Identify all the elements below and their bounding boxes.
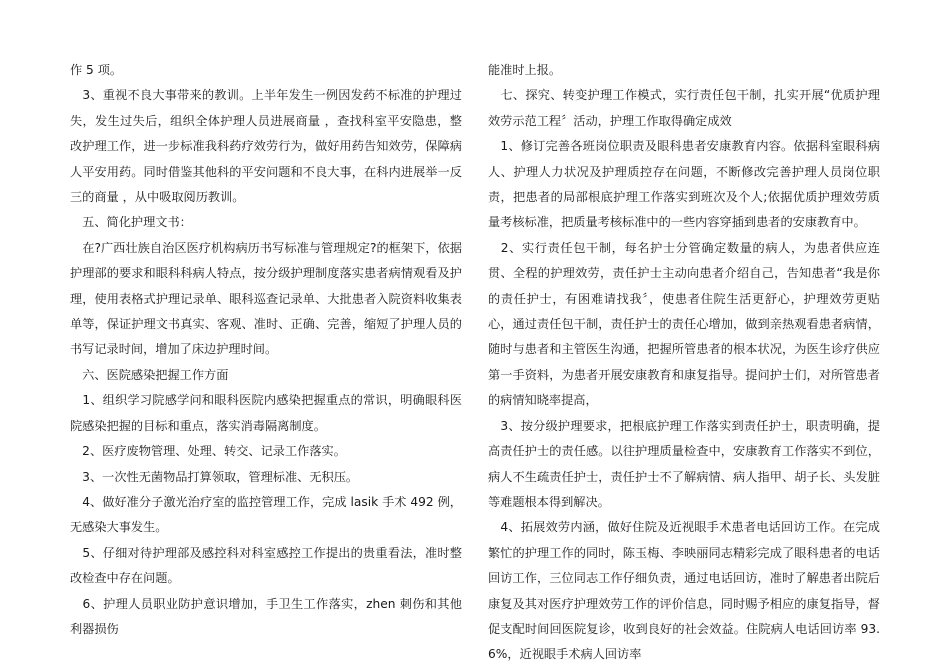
para-6-5: 5、仔细对待护理部及感控科对科室感控工作提出的贵重看法，准时整改检查中存在问题。 xyxy=(70,545,462,586)
para-7-4: 4、拓展效劳内涵，做好住院及近视眼手术患者电话回访工作。在完成繁忙的护理工作的同时，陈玉梅、李映丽同志精彩完成了眼科患者的电话回访工作，三位同志工作仔细负责，通过电话回访，准时了解患者出院后康复及其对医疗护理效劳工作的评价信息，同时赐予相应的康复指导，督促支配时间回医院复诊，收到良好的社会效益。住院病人电话回访率 93.6%，近视眼手术病人回访率 xyxy=(488,520,880,662)
right-column xyxy=(488,58,880,668)
heading-6-infection-control: 六、医院感染把握工作方面 xyxy=(70,367,229,382)
para-6-3: 3、一次性无菌物品打算领取，管理标准、无积压。 xyxy=(70,469,359,484)
heading-5-simplify-writing: 五、简化护理文书： xyxy=(70,215,192,230)
para-7-2: 2、实行责任包干制，每名护士分管确定数量的病人，为患者供应连贯、全程的护理效劳，责任护士主动向患者介绍自己，告知患者“我是你的责任护士，有困难请找我〞，使患者住院生活更舒心，护理效劳更贴心，通过责任包干制，责任护士的责任心增加，做到亲热观看患者病情，随时与患者和主管医生沟通，把握所管患者的根本状况，为医生诊疗供应第一手资料，为患者开展安康教育和康复指导。提问护士们，对所管患者的病情知晓率提高， xyxy=(488,240,880,408)
heading-7-nursing-model: 七、探究、转变护理工作模式，实行责任包干制，扎实开展“优质护理效劳示范工程〞活动，护理工作取得确定成效 xyxy=(488,88,880,128)
para-writing-standard: 在?广西壮族自治区医疗机构病历书写标准与管理规定?的框架下，依据护理部的要求和眼科科病人特点，按分级护理制度落实患者病情观看及护理，使用表格式护理记录单、眼科巡查记录单、大批患者入院资料收集表单等，保证护理文书真实、客观、准时、正确、完善，缩短了护理人员的书写记录时间，增加了床边护理时间。 xyxy=(70,240,462,357)
para-3-lessons: 3、重视不良大事带来的教训。上半年发生一例因发药不标准的护理过失，发生过失后，组织全体护理人员进展商量 ，查找科室平安隐患，整改护理工作，进一步标准我科药疗效劳行为，做好用药告知效劳，保障病人平安用药。同时借鉴其他科的平安问题和不良大事，在科内进展举一反三的商量 ，从中吸取阅历教训。 xyxy=(70,88,462,205)
para-continuation: 作 5 项。 xyxy=(70,63,123,77)
para-6-4: 4、做好准分子激光治疗室的监控管理工作，完成 lasik 手术 492 例，无感染大事发生。 xyxy=(70,494,462,535)
para-7-3: 3、按分级护理要求，把根底护理工作落实到责任护士，职责明确，提高责任护士的责任感。以往护理质量检查中，安康教育工作落实不到位，病人不生疏责任护士，责任护士不了解病情、病人指甲、胡子长、头发脏等难题根本得到解决。 xyxy=(488,418,880,509)
para-7-1: 1、修订完善各班岗位职责及眼科患者安康教育内容。依据科室眼科病人、护理人力状况及护理质控存在问题，不断修改完善护理人员岗位职责，把患者的局部根底护理工作落实到班次及个人;依据优质护理效劳质量考核标准，把质量考核标准中的一些内容穿插到患者的安康教育中。 xyxy=(488,139,880,230)
para-6-1: 1、组织学习院感学问和眼科医院内感染把握重点的常识，明确眼科医院感染把握的目标和重点，落实消毒隔离制度。 xyxy=(70,393,462,433)
para-report-on-time: 能准时上报。 xyxy=(488,63,562,77)
left-column xyxy=(70,58,462,642)
para-6-6: 6、护理人员职业防护意识增加，手卫生工作落实，zhen 刺伤和其他利器损伤 xyxy=(70,596,462,636)
para-6-2: 2、医疗废物管理、处理、转交、记录工作落实。 xyxy=(70,444,346,459)
